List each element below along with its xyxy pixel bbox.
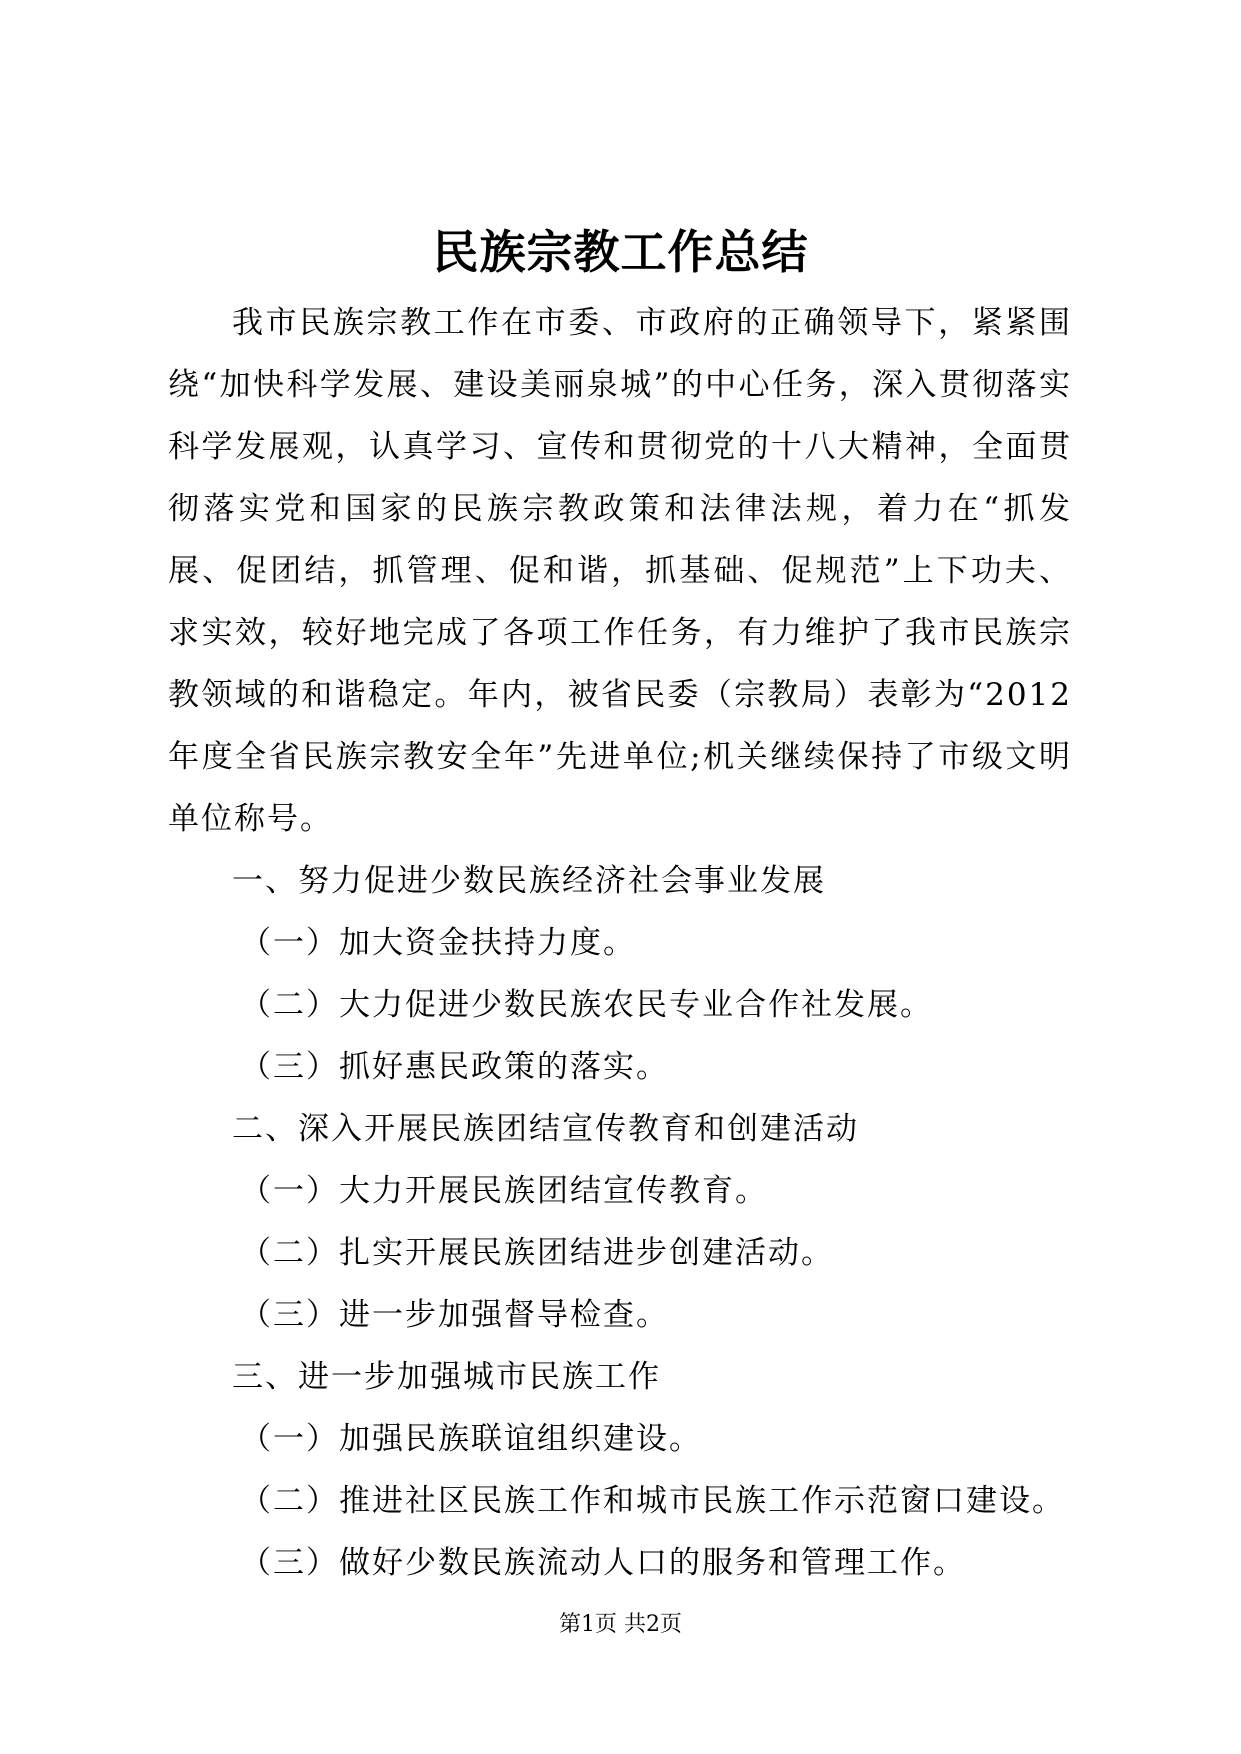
document-title: 民族宗教工作总结 (432, 225, 809, 279)
section-3-item-3: （三）做好少数民族流动人口的服务和管理工作。 (240, 1545, 966, 1581)
section-1-item-2: （二）大力促进少数民族农民专业合作社发展。 (240, 987, 933, 1023)
intro-paragraph: 我市民族宗教工作在市委、市政府的正确领导下，紧紧围绕“加快科学发展、建设美丽泉城”的中心任务，深入贯彻落实科学发展观，认真学习、宣传和贯彻党的十八大精神，全面贯彻落实党和国家的民族宗教政策和法律法规，着力在“抓发展、促团结，抓管理、促和谐，抓基础、促规范”上下功夫、求实效，较好地完成了各项工作任务，有力维护了我市民族宗教领域的和谐稳定。年内，被省民委（宗教局）表彰为“2012年度全省民族宗教安全年”先进单位;机关继续保持了市级文明单位称号。 (168, 305, 1072, 837)
section-heading-2: 二、深入开展民族团结宣传教育和创建活动 (232, 1111, 859, 1147)
section-2-item-1: （一）大力开展民族团结宣传教育。 (240, 1173, 768, 1209)
page-footer: 第1页 共2页 (559, 1612, 682, 1637)
section-heading-3: 三、进一步加强城市民族工作 (232, 1359, 661, 1395)
section-1-item-1: （一）加大资金扶持力度。 (240, 925, 636, 961)
section-heading-1: 一、努力促进少数民族经济社会事业发展 (232, 863, 826, 899)
section-1-item-3: （三）抓好惠民政策的落实。 (240, 1049, 669, 1085)
section-2-item-2: （二）扎实开展民族团结进步创建活动。 (240, 1235, 834, 1271)
section-3-item-1: （一）加强民族联谊组织建设。 (240, 1421, 702, 1457)
section-3-item-2: （二）推进社区民族工作和城市民族工作示范窗口建设。 (240, 1483, 1065, 1519)
document-body (168, 292, 1072, 1594)
section-2-item-3: （三）进一步加强督导检查。 (240, 1297, 669, 1333)
